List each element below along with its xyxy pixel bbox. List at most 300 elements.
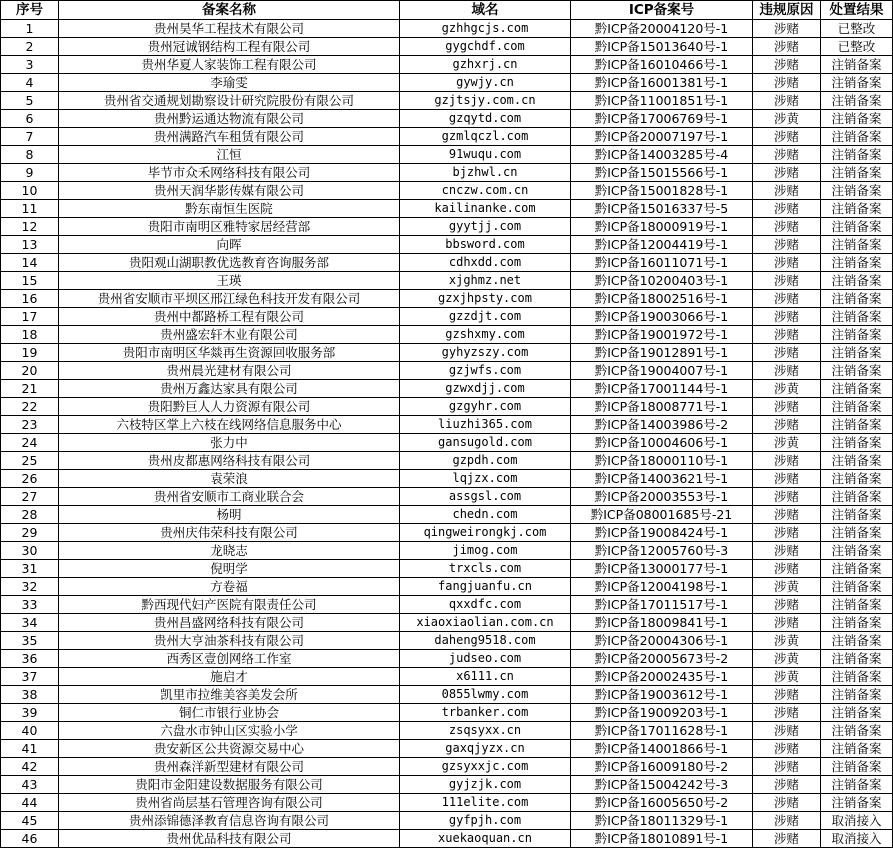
cell-record-name: 贵州华夏人家装饰工程有限公司 <box>59 56 400 74</box>
cell-icp-number: 黔ICP备14003285号-4 <box>571 146 753 164</box>
cell-violation-reason: 涉黄 <box>753 668 821 686</box>
cell-index: 41 <box>1 740 59 758</box>
table-row <box>1 614 893 632</box>
cell-index: 9 <box>1 164 59 182</box>
cell-icp-number: 黔ICP备16011071号-1 <box>571 254 753 272</box>
cell-disposal-result: 注销备案 <box>821 722 893 740</box>
cell-icp-number: 黔ICP备20004120号-1 <box>571 20 753 38</box>
cell-icp-number: 黔ICP备17011517号-1 <box>571 596 753 614</box>
header-domain: 域名 <box>400 1 571 20</box>
cell-record-name: 贵州皮都惠网络科技有限公司 <box>59 452 400 470</box>
cell-violation-reason: 涉赌 <box>753 524 821 542</box>
cell-record-name: 贵州昌盛网络科技有限公司 <box>59 614 400 632</box>
table-row <box>1 326 893 344</box>
cell-icp-number: 黔ICP备12005760号-3 <box>571 542 753 560</box>
cell-index: 1 <box>1 20 59 38</box>
table-row <box>1 218 893 236</box>
cell-domain: gaxqjyzx.cn <box>400 740 571 758</box>
table-row <box>1 56 893 74</box>
table-row <box>1 74 893 92</box>
cell-domain: gzpdh.com <box>400 452 571 470</box>
table-row <box>1 236 893 254</box>
cell-violation-reason: 涉赌 <box>753 344 821 362</box>
cell-violation-reason: 涉黄 <box>753 578 821 596</box>
cell-record-name: 贵州庆伟荣科技有限公司 <box>59 524 400 542</box>
cell-disposal-result: 注销备案 <box>821 146 893 164</box>
cell-disposal-result: 注销备案 <box>821 164 893 182</box>
table-row <box>1 632 893 650</box>
cell-domain: liuzhi365.com <box>400 416 571 434</box>
cell-record-name: 贵阳观山湖职教优选教育咨询服务部 <box>59 254 400 272</box>
cell-record-name: 贵州满路汽车租赁有限公司 <box>59 128 400 146</box>
cell-violation-reason: 涉赌 <box>753 362 821 380</box>
table-row <box>1 200 893 218</box>
cell-violation-reason: 涉黄 <box>753 110 821 128</box>
cell-disposal-result: 取消接入 <box>821 812 893 830</box>
table-row <box>1 686 893 704</box>
table-row <box>1 506 893 524</box>
cell-record-name: 黔东南恒生医院 <box>59 200 400 218</box>
cell-icp-number: 黔ICP备15015566号-1 <box>571 164 753 182</box>
cell-domain: bjzhwl.cn <box>400 164 571 182</box>
cell-violation-reason: 涉赌 <box>753 722 821 740</box>
cell-domain: gzwxdjj.com <box>400 380 571 398</box>
cell-record-name: 向晖 <box>59 236 400 254</box>
cell-icp-number: 黔ICP备19012891号-1 <box>571 344 753 362</box>
cell-domain: trbanker.com <box>400 704 571 722</box>
cell-index: 28 <box>1 506 59 524</box>
cell-violation-reason: 涉赌 <box>753 272 821 290</box>
cell-violation-reason: 涉赌 <box>753 398 821 416</box>
cell-violation-reason: 涉赌 <box>753 146 821 164</box>
cell-index: 4 <box>1 74 59 92</box>
cell-violation-reason: 涉黄 <box>753 434 821 452</box>
cell-record-name: 贵州优品科技有限公司 <box>59 830 400 848</box>
cell-record-name: 张力中 <box>59 434 400 452</box>
cell-index: 8 <box>1 146 59 164</box>
table-row <box>1 344 893 362</box>
cell-violation-reason: 涉赌 <box>753 20 821 38</box>
cell-violation-reason: 涉赌 <box>753 254 821 272</box>
table-row <box>1 452 893 470</box>
table-row <box>1 182 893 200</box>
cell-index: 43 <box>1 776 59 794</box>
cell-domain: trxcls.com <box>400 560 571 578</box>
table-row <box>1 20 893 38</box>
cell-disposal-result: 注销备案 <box>821 308 893 326</box>
cell-domain: gzhhgcjs.com <box>400 20 571 38</box>
cell-index: 39 <box>1 704 59 722</box>
cell-domain: gzsyxxjc.com <box>400 758 571 776</box>
table-row <box>1 128 893 146</box>
cell-domain: gzjwfs.com <box>400 362 571 380</box>
table-row <box>1 560 893 578</box>
cell-index: 7 <box>1 128 59 146</box>
cell-disposal-result: 注销备案 <box>821 470 893 488</box>
cell-record-name: 贵阳市南明区华燚再生资源回收服务部 <box>59 344 400 362</box>
table-row <box>1 704 893 722</box>
header-icp-number: ICP备案号 <box>571 1 753 20</box>
cell-index: 31 <box>1 560 59 578</box>
table-row <box>1 524 893 542</box>
cell-record-name: 贵阳市南明区雅特家居经营部 <box>59 218 400 236</box>
table-row <box>1 668 893 686</box>
cell-violation-reason: 涉赌 <box>753 470 821 488</box>
cell-domain: cdhxdd.com <box>400 254 571 272</box>
table-row <box>1 722 893 740</box>
cell-icp-number: 黔ICP备18009841号-1 <box>571 614 753 632</box>
cell-violation-reason: 涉黄 <box>753 650 821 668</box>
cell-record-name: 贵州中都路桥工程有限公司 <box>59 308 400 326</box>
cell-icp-number: 黔ICP备20007197号-1 <box>571 128 753 146</box>
cell-record-name: 施启才 <box>59 668 400 686</box>
cell-index: 18 <box>1 326 59 344</box>
cell-index: 27 <box>1 488 59 506</box>
cell-index: 16 <box>1 290 59 308</box>
cell-icp-number: 黔ICP备10004606号-1 <box>571 434 753 452</box>
cell-record-name: 倪明学 <box>59 560 400 578</box>
cell-record-name: 贵州万鑫达家具有限公司 <box>59 380 400 398</box>
cell-disposal-result: 注销备案 <box>821 614 893 632</box>
cell-disposal-result: 注销备案 <box>821 632 893 650</box>
cell-violation-reason: 涉赌 <box>753 164 821 182</box>
cell-disposal-result: 注销备案 <box>821 506 893 524</box>
cell-record-name: 贵安新区公共资源交易中心 <box>59 740 400 758</box>
cell-icp-number: 黔ICP备15001828号-1 <box>571 182 753 200</box>
cell-violation-reason: 涉赌 <box>753 614 821 632</box>
cell-index: 3 <box>1 56 59 74</box>
cell-record-name: 龙晓志 <box>59 542 400 560</box>
cell-record-name: 王瑛 <box>59 272 400 290</box>
cell-domain: gzgyhr.com <box>400 398 571 416</box>
cell-domain: gansugold.com <box>400 434 571 452</box>
cell-index: 11 <box>1 200 59 218</box>
cell-record-name: 黔西现代妇产医院有限责任公司 <box>59 596 400 614</box>
cell-record-name: 毕节市众禾网络科技有限公司 <box>59 164 400 182</box>
table-row <box>1 794 893 812</box>
cell-violation-reason: 涉赌 <box>753 506 821 524</box>
cell-record-name: 西秀区壹创网络工作室 <box>59 650 400 668</box>
table-row <box>1 362 893 380</box>
table-row <box>1 596 893 614</box>
cell-icp-number: 黔ICP备19004007号-1 <box>571 362 753 380</box>
table-row <box>1 488 893 506</box>
cell-index: 6 <box>1 110 59 128</box>
cell-index: 2 <box>1 38 59 56</box>
cell-disposal-result: 注销备案 <box>821 650 893 668</box>
cell-violation-reason: 涉赌 <box>753 704 821 722</box>
cell-record-name: 方卷福 <box>59 578 400 596</box>
cell-domain: lqjzx.com <box>400 470 571 488</box>
cell-violation-reason: 涉赌 <box>753 74 821 92</box>
cell-domain: gzzdjt.com <box>400 308 571 326</box>
cell-domain: chedn.com <box>400 506 571 524</box>
cell-disposal-result: 注销备案 <box>821 272 893 290</box>
cell-record-name: 贵州森洋新型建材有限公司 <box>59 758 400 776</box>
cell-violation-reason: 涉赌 <box>753 218 821 236</box>
cell-record-name: 贵州省安顺市工商业联合会 <box>59 488 400 506</box>
cell-disposal-result: 注销备案 <box>821 182 893 200</box>
cell-index: 29 <box>1 524 59 542</box>
cell-icp-number: 黔ICP备13000177号-1 <box>571 560 753 578</box>
cell-index: 19 <box>1 344 59 362</box>
cell-icp-number: 黔ICP备18008771号-1 <box>571 398 753 416</box>
cell-disposal-result: 注销备案 <box>821 56 893 74</box>
cell-disposal-result: 注销备案 <box>821 380 893 398</box>
cell-icp-number: 黔ICP备20005673号-2 <box>571 650 753 668</box>
cell-icp-number: 黔ICP备20003553号-1 <box>571 488 753 506</box>
table-row <box>1 164 893 182</box>
cell-disposal-result: 注销备案 <box>821 740 893 758</box>
cell-domain: qxxdfc.com <box>400 596 571 614</box>
cell-violation-reason: 涉赌 <box>753 560 821 578</box>
cell-record-name: 六盘水市钟山区实验小学 <box>59 722 400 740</box>
cell-disposal-result: 注销备案 <box>821 668 893 686</box>
cell-icp-number: 黔ICP备18002516号-1 <box>571 290 753 308</box>
cell-icp-number: 黔ICP备17011628号-1 <box>571 722 753 740</box>
cell-disposal-result: 注销备案 <box>821 218 893 236</box>
cell-disposal-result: 注销备案 <box>821 110 893 128</box>
cell-violation-reason: 涉黄 <box>753 380 821 398</box>
cell-icp-number: 黔ICP备20004306号-1 <box>571 632 753 650</box>
cell-violation-reason: 涉赌 <box>753 488 821 506</box>
cell-index: 40 <box>1 722 59 740</box>
cell-record-name: 六枝特区掌上六枝在线网络信息服务中心 <box>59 416 400 434</box>
cell-violation-reason: 涉赌 <box>753 740 821 758</box>
cell-index: 33 <box>1 596 59 614</box>
cell-icp-number: 黔ICP备18011329号-1 <box>571 812 753 830</box>
cell-disposal-result: 注销备案 <box>821 542 893 560</box>
cell-violation-reason: 涉赌 <box>753 794 821 812</box>
cell-index: 34 <box>1 614 59 632</box>
cell-domain: kailinanke.com <box>400 200 571 218</box>
table-body <box>1 20 893 848</box>
cell-domain: gywjy.cn <box>400 74 571 92</box>
cell-index: 23 <box>1 416 59 434</box>
cell-icp-number: 黔ICP备19008424号-1 <box>571 524 753 542</box>
table-row <box>1 434 893 452</box>
cell-domain: gyhyzszy.com <box>400 344 571 362</box>
cell-violation-reason: 涉赌 <box>753 236 821 254</box>
cell-index: 17 <box>1 308 59 326</box>
cell-domain: bbsword.com <box>400 236 571 254</box>
cell-record-name: 贵州晨光建材有限公司 <box>59 362 400 380</box>
cell-index: 20 <box>1 362 59 380</box>
cell-record-name: 铜仁市银行业协会 <box>59 704 400 722</box>
cell-index: 5 <box>1 92 59 110</box>
cell-domain: zsqsyxx.cn <box>400 722 571 740</box>
cell-icp-number: 黔ICP备14003986号-2 <box>571 416 753 434</box>
cell-disposal-result: 注销备案 <box>821 524 893 542</box>
cell-disposal-result: 注销备案 <box>821 686 893 704</box>
cell-disposal-result: 取消接入 <box>821 830 893 848</box>
cell-index: 21 <box>1 380 59 398</box>
cell-domain: gzxjhpsty.com <box>400 290 571 308</box>
cell-domain: gzqytd.com <box>400 110 571 128</box>
cell-index: 15 <box>1 272 59 290</box>
cell-domain: fangjuanfu.cn <box>400 578 571 596</box>
cell-disposal-result: 注销备案 <box>821 200 893 218</box>
cell-icp-number: 黔ICP备08001685号-21 <box>571 506 753 524</box>
cell-domain: gzjtsjy.com.cn <box>400 92 571 110</box>
cell-icp-number: 黔ICP备12004419号-1 <box>571 236 753 254</box>
cell-index: 35 <box>1 632 59 650</box>
cell-record-name: 贵州冠诚钢结构工程有限公司 <box>59 38 400 56</box>
cell-domain: xuekaoquan.cn <box>400 830 571 848</box>
table-row <box>1 758 893 776</box>
cell-disposal-result: 已整改 <box>821 20 893 38</box>
cell-record-name: 贵阳黔巨人人力资源有限公司 <box>59 398 400 416</box>
cell-violation-reason: 涉赌 <box>753 830 821 848</box>
cell-disposal-result: 注销备案 <box>821 362 893 380</box>
cell-violation-reason: 涉赌 <box>753 128 821 146</box>
cell-index: 14 <box>1 254 59 272</box>
cell-disposal-result: 注销备案 <box>821 452 893 470</box>
cell-disposal-result: 注销备案 <box>821 326 893 344</box>
cell-record-name: 贵州盛宏轩木业有限公司 <box>59 326 400 344</box>
cell-index: 30 <box>1 542 59 560</box>
cell-domain: xjghmz.net <box>400 272 571 290</box>
cell-violation-reason: 涉赌 <box>753 56 821 74</box>
cell-violation-reason: 涉赌 <box>753 200 821 218</box>
cell-index: 32 <box>1 578 59 596</box>
cell-domain: daheng9518.com <box>400 632 571 650</box>
cell-icp-number: 黔ICP备18000919号-1 <box>571 218 753 236</box>
cell-icp-number: 黔ICP备14001866号-1 <box>571 740 753 758</box>
cell-disposal-result: 注销备案 <box>821 434 893 452</box>
header-row <box>1 1 893 20</box>
cell-disposal-result: 注销备案 <box>821 794 893 812</box>
cell-domain: 0855lwmy.com <box>400 686 571 704</box>
cell-index: 26 <box>1 470 59 488</box>
cell-domain: gzhxrj.cn <box>400 56 571 74</box>
cell-icp-number: 黔ICP备19003066号-1 <box>571 308 753 326</box>
cell-domain: x6111.cn <box>400 668 571 686</box>
cell-record-name: 贵州昊华工程技术有限公司 <box>59 20 400 38</box>
cell-record-name: 贵州黔运通达物流有限公司 <box>59 110 400 128</box>
cell-disposal-result: 注销备案 <box>821 560 893 578</box>
table-row <box>1 272 893 290</box>
cell-violation-reason: 涉赌 <box>753 758 821 776</box>
cell-violation-reason: 涉赌 <box>753 452 821 470</box>
cell-icp-number: 黔ICP备15013640号-1 <box>571 38 753 56</box>
cell-record-name: 贵州省安顺市平坝区邢江绿色科技开发有限公司 <box>59 290 400 308</box>
table-row <box>1 416 893 434</box>
cell-domain: xiaoxiaolian.com.cn <box>400 614 571 632</box>
table-row <box>1 542 893 560</box>
cell-record-name: 贵州添锦德泽教育信息咨询有限公司 <box>59 812 400 830</box>
cell-record-name: 杨明 <box>59 506 400 524</box>
cell-violation-reason: 涉赌 <box>753 686 821 704</box>
table-row <box>1 146 893 164</box>
cell-violation-reason: 涉赌 <box>753 92 821 110</box>
table-row <box>1 470 893 488</box>
header-disposal-result: 处置结果 <box>821 1 893 20</box>
cell-icp-number: 黔ICP备18010891号-1 <box>571 830 753 848</box>
cell-record-name: 李瑜雯 <box>59 74 400 92</box>
cell-disposal-result: 注销备案 <box>821 596 893 614</box>
cell-domain: gzmlqczl.com <box>400 128 571 146</box>
cell-disposal-result: 注销备案 <box>821 578 893 596</box>
cell-icp-number: 黔ICP备19003612号-1 <box>571 686 753 704</box>
cell-domain: judseo.com <box>400 650 571 668</box>
table-row <box>1 110 893 128</box>
cell-violation-reason: 涉赌 <box>753 182 821 200</box>
cell-disposal-result: 注销备案 <box>821 416 893 434</box>
cell-disposal-result: 注销备案 <box>821 74 893 92</box>
cell-record-name: 贵州省尚层基石管理咨询有限公司 <box>59 794 400 812</box>
cell-icp-number: 黔ICP备16010466号-1 <box>571 56 753 74</box>
cell-index: 42 <box>1 758 59 776</box>
cell-domain: gzshxmy.com <box>400 326 571 344</box>
cell-index: 12 <box>1 218 59 236</box>
table-row <box>1 380 893 398</box>
cell-index: 37 <box>1 668 59 686</box>
cell-index: 10 <box>1 182 59 200</box>
table-row <box>1 38 893 56</box>
cell-index: 36 <box>1 650 59 668</box>
cell-violation-reason: 涉赌 <box>753 416 821 434</box>
cell-disposal-result: 注销备案 <box>821 254 893 272</box>
cell-violation-reason: 涉赌 <box>753 38 821 56</box>
cell-icp-number: 黔ICP备14003621号-1 <box>571 470 753 488</box>
cell-icp-number: 黔ICP备16005650号-2 <box>571 794 753 812</box>
cell-disposal-result: 注销备案 <box>821 488 893 506</box>
cell-disposal-result: 注销备案 <box>821 704 893 722</box>
cell-icp-number: 黔ICP备17001144号-1 <box>571 380 753 398</box>
cell-violation-reason: 涉赌 <box>753 596 821 614</box>
cell-index: 45 <box>1 812 59 830</box>
cell-icp-number: 黔ICP备19001972号-1 <box>571 326 753 344</box>
cell-disposal-result: 注销备案 <box>821 776 893 794</box>
cell-domain: gygchdf.com <box>400 38 571 56</box>
table-row <box>1 92 893 110</box>
cell-icp-number: 黔ICP备18000110号-1 <box>571 452 753 470</box>
cell-disposal-result: 注销备案 <box>821 128 893 146</box>
cell-domain: assgsl.com <box>400 488 571 506</box>
table-row <box>1 398 893 416</box>
table-row <box>1 812 893 830</box>
cell-violation-reason: 涉赌 <box>753 542 821 560</box>
cell-domain: gyytjj.com <box>400 218 571 236</box>
cell-icp-number: 黔ICP备16001381号-1 <box>571 74 753 92</box>
cell-domain: qingweirongkj.com <box>400 524 571 542</box>
cell-record-name: 贵阳市金阳建设数据服务有限公司 <box>59 776 400 794</box>
cell-index: 22 <box>1 398 59 416</box>
cell-icp-number: 黔ICP备12004198号-1 <box>571 578 753 596</box>
cell-icp-number: 黔ICP备16009180号-2 <box>571 758 753 776</box>
cell-icp-number: 黔ICP备11001851号-1 <box>571 92 753 110</box>
cell-violation-reason: 涉赌 <box>753 326 821 344</box>
cell-domain: gyfpjh.com <box>400 812 571 830</box>
cell-index: 46 <box>1 830 59 848</box>
cell-disposal-result: 注销备案 <box>821 758 893 776</box>
header-violation-reason: 违规原因 <box>753 1 821 20</box>
header-index: 序号 <box>1 1 59 20</box>
cell-disposal-result: 注销备案 <box>821 344 893 362</box>
cell-icp-number: 黔ICP备15016337号-5 <box>571 200 753 218</box>
cell-record-name: 贵州省交通规划勘察设计研究院股份有限公司 <box>59 92 400 110</box>
cell-violation-reason: 涉赌 <box>753 812 821 830</box>
cell-record-name: 凯里市拉维美容美发会所 <box>59 686 400 704</box>
cell-icp-number: 黔ICP备10200403号-1 <box>571 272 753 290</box>
cell-domain: gyjzjk.com <box>400 776 571 794</box>
table-row <box>1 830 893 848</box>
cell-violation-reason: 涉黄 <box>753 632 821 650</box>
cell-domain: cnczw.com.cn <box>400 182 571 200</box>
table-row <box>1 776 893 794</box>
cell-domain: 111elite.com <box>400 794 571 812</box>
